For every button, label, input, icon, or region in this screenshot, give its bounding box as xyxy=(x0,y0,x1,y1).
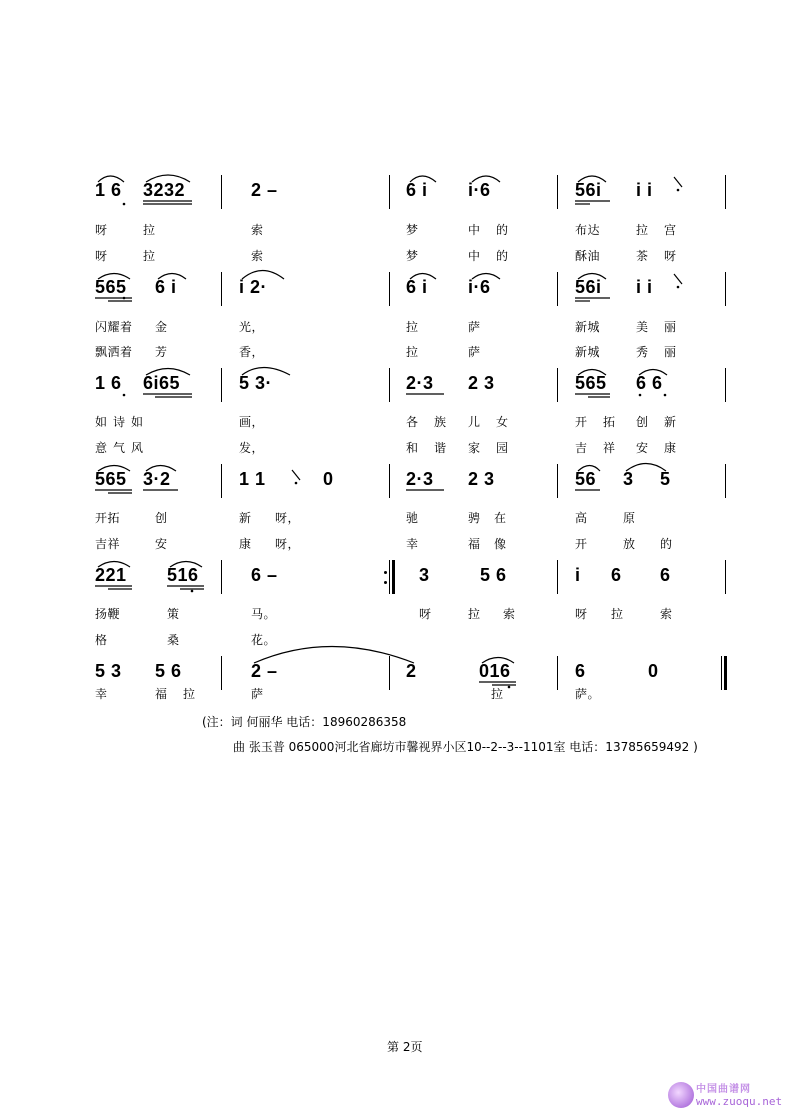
lyric: 拉 xyxy=(143,249,156,263)
watermark xyxy=(668,1080,783,1112)
lyric: 幸 xyxy=(406,537,419,551)
lyric: 拉宫 xyxy=(636,223,693,237)
lyric: 酥油 xyxy=(575,249,601,263)
note-group: 5 3 xyxy=(95,661,122,681)
lyric: 茶呀 xyxy=(636,249,693,263)
lyric: 萨 xyxy=(468,345,481,359)
note-group: 6 i xyxy=(406,180,428,200)
lyric: 呀 xyxy=(575,607,588,621)
lyric: 索 xyxy=(251,223,264,237)
note-group: 2 3 xyxy=(468,469,495,489)
lyric: 吉祥 xyxy=(95,537,121,551)
note-group: i 2· xyxy=(239,277,268,297)
lyric: 高 xyxy=(575,511,588,525)
note-group: 56 xyxy=(575,469,597,489)
lyric: 芳 xyxy=(155,345,168,359)
note-group: i i xyxy=(636,277,653,297)
note-group: 0 xyxy=(323,469,334,489)
slur xyxy=(410,176,436,182)
lyric: 花。 xyxy=(251,633,277,647)
lyric: 创 xyxy=(155,511,168,525)
lyric: 飘洒着 xyxy=(95,345,133,359)
lyric: 拉 xyxy=(406,345,419,359)
note-group: 1 6 xyxy=(95,180,122,200)
note-group: 6 xyxy=(611,565,622,585)
note-group: i·6 xyxy=(468,277,491,297)
note-group: 2 – xyxy=(251,180,278,200)
lyric: 拉 xyxy=(468,607,481,621)
lyric: 中的 xyxy=(468,249,525,263)
lyric: 新城 xyxy=(575,345,601,359)
lyric: 放 xyxy=(623,537,636,551)
lyric: 创新 xyxy=(636,415,693,429)
lyric: 康 xyxy=(239,537,252,551)
lyric: 意气风 xyxy=(95,441,150,455)
note-group: 3232 xyxy=(143,180,186,200)
note-group: 565 xyxy=(95,469,127,489)
lyric: 呀 xyxy=(419,607,432,621)
note-group: 2·3 xyxy=(406,373,434,393)
lyric: 画， xyxy=(239,415,265,429)
note-group: 6 xyxy=(575,661,586,681)
note-group: 3 xyxy=(419,565,430,585)
note-group: i i xyxy=(636,180,653,200)
note-group: 2 – xyxy=(251,661,278,681)
lyric: 中的 xyxy=(468,223,525,237)
lyric: 开拓 xyxy=(95,511,121,525)
lyric: 扬鞭 xyxy=(95,607,121,621)
lyric: 儿女 xyxy=(468,415,525,429)
lyric: 拉 xyxy=(143,223,156,237)
slur xyxy=(578,176,606,182)
note-group: 3·2 xyxy=(143,469,171,489)
lyric: 索 xyxy=(251,249,264,263)
lyric: 香， xyxy=(239,345,265,359)
lyric: 福 xyxy=(468,537,481,551)
lyric: 秀丽 xyxy=(636,345,693,359)
lyric: 金 xyxy=(155,320,168,334)
note-group: 5 6 xyxy=(155,661,182,681)
lyric: 新城 xyxy=(575,320,601,334)
lyric: 桑 xyxy=(167,633,180,647)
lyric: 原 xyxy=(623,511,636,525)
lyricist-note: (注：词 何丽华 电话：18960286358 xyxy=(202,715,407,729)
lyric: 和谐 xyxy=(406,441,463,455)
lyric: 发， xyxy=(239,441,265,455)
lyric: 骋 xyxy=(468,511,481,525)
note-group: 56i xyxy=(575,180,602,200)
lyric: 萨 xyxy=(468,320,481,334)
lyric: 吉祥 xyxy=(575,441,632,455)
lyric: 开拓 xyxy=(575,415,632,429)
note-group: 6 i xyxy=(155,277,177,297)
page-number: 第 2页 xyxy=(387,1040,423,1054)
note-group: 2·3 xyxy=(406,469,434,489)
note-group: 0 xyxy=(648,661,659,681)
note-group: 6 6 xyxy=(636,373,663,393)
lyric: 美丽 xyxy=(636,320,693,334)
lyric: 拉 xyxy=(491,687,504,701)
lyric: 梦 xyxy=(406,223,419,237)
note-group: 016 xyxy=(479,661,511,681)
watermark-url: www.zuoqu.net xyxy=(696,1095,783,1108)
lyric: 在 xyxy=(494,511,507,525)
note-group: 5 6 xyxy=(480,565,507,585)
slur xyxy=(98,176,124,182)
note-group: 516 xyxy=(167,565,199,585)
lyric: 策 xyxy=(167,607,180,621)
lyric: 马。 xyxy=(251,607,277,621)
lyric: 幸 xyxy=(95,687,108,701)
lyric: 呀， xyxy=(275,511,301,525)
lyric: 家园 xyxy=(468,441,525,455)
note-group: 6i65 xyxy=(143,373,181,393)
lyric: 各族 xyxy=(406,415,463,429)
note-group: 1 6 xyxy=(95,373,122,393)
lyric: 闪耀着 xyxy=(95,320,133,334)
note-group: 2 xyxy=(406,661,417,681)
lyric: 像 xyxy=(494,537,507,551)
composer-note: 曲 张玉普 065000河北省廊坊市馨视界小区10--2--3--1101室 电话：13785659492 ) xyxy=(233,740,698,754)
note-group: 5 xyxy=(660,469,671,489)
slur xyxy=(146,175,190,182)
lyric: 光， xyxy=(239,320,265,334)
lyric: 呀， xyxy=(275,537,301,551)
note-group: 3 xyxy=(623,469,634,489)
lyric: 安 xyxy=(155,537,168,551)
lyric: 如诗如 xyxy=(95,415,150,429)
lyric: 新 xyxy=(239,511,252,525)
slur xyxy=(472,176,500,182)
lyric: 梦 xyxy=(406,249,419,263)
lyric: 驰 xyxy=(406,511,419,525)
note-group: 2 3 xyxy=(468,373,495,393)
lyric: 索 xyxy=(660,607,673,621)
lyric: 安康 xyxy=(636,441,693,455)
logo-circle-icon xyxy=(668,1082,694,1108)
lyric: 萨。 xyxy=(575,687,601,701)
lyric: 福拉 xyxy=(155,687,212,701)
watermark-title: 中国曲谱网 xyxy=(696,1084,751,1095)
note-group: 6 i xyxy=(406,277,428,297)
lyric: 的 xyxy=(660,537,673,551)
note-group: i xyxy=(575,565,581,585)
lyric: 索 xyxy=(503,607,516,621)
note-group: 1 1 xyxy=(239,469,266,489)
lyric: 拉 xyxy=(611,607,624,621)
lyric: 开 xyxy=(575,537,588,551)
note-group: 565 xyxy=(575,373,607,393)
note-group: 5 3· xyxy=(239,373,273,393)
note-group: 6 xyxy=(660,565,671,585)
lyric: 萨 xyxy=(251,687,264,701)
lyric: 布达 xyxy=(575,223,601,237)
lyric: 呀 xyxy=(95,223,108,237)
note-group: 565 xyxy=(95,277,127,297)
lyric: 拉 xyxy=(406,320,419,334)
lyric: 呀 xyxy=(95,249,108,263)
note-group: 56i xyxy=(575,277,602,297)
note-group: 6 – xyxy=(251,565,278,585)
note-group: i·6 xyxy=(468,180,491,200)
note-group: 221 xyxy=(95,565,127,585)
lyric: 格 xyxy=(95,633,108,647)
